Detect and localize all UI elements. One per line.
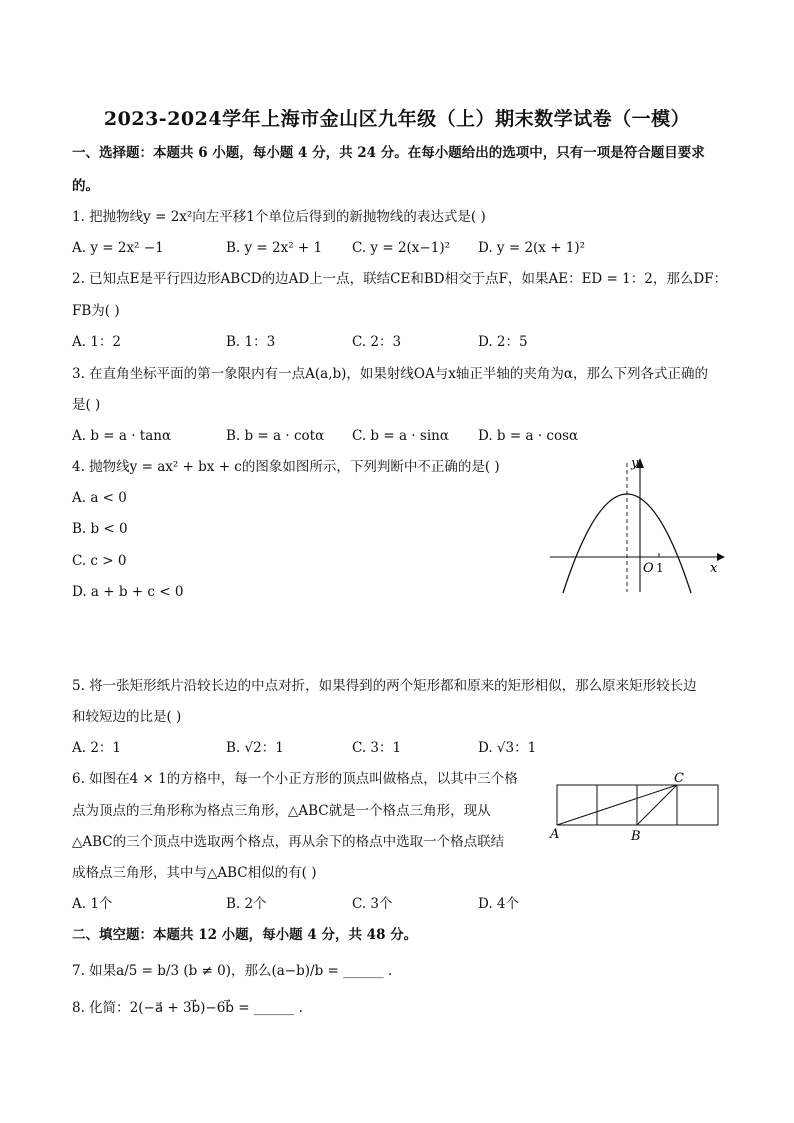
segment-bc (637, 785, 677, 825)
q1-option-a[interactable]: A. y = 2x² −1 (72, 240, 164, 256)
section1-heading-cont: 的。 (72, 178, 99, 194)
point-a-label: A (550, 827, 560, 842)
x-axis-label: x (710, 561, 718, 576)
section1-heading: 一、选择题：本题共 6 小题，每小题 4 分，共 24 分。在每小题给出的选项中，只有一项是符合题目要求 (72, 145, 705, 161)
q6-option-c[interactable]: C. 3个 (352, 896, 393, 912)
q4-option-a[interactable]: A. a < 0 (72, 490, 127, 506)
q4-parabola-graph (545, 455, 725, 595)
q6-stem-cont2: △ABC的三个顶点中选取两个格点，再从余下的格点中选取一个格点联结 (72, 834, 505, 850)
q6-option-b[interactable]: B. 2个 (226, 896, 267, 912)
x-one-label: 1 (656, 561, 664, 575)
origin-label: O (643, 561, 654, 576)
x-axis-arrow (717, 553, 725, 561)
q3-option-d[interactable]: D. b = a · cosα (478, 428, 579, 444)
q5-stem: 5. 将一张矩形纸片沿较长边的中点对折，如果得到的两个矩形都和原来的矩形相似，那么原来矩形较长边 (72, 678, 697, 694)
q3-option-c[interactable]: C. b = a · sinα (352, 428, 449, 444)
q1-option-c[interactable]: C. y = 2(x−1)² (352, 240, 451, 256)
q4-option-b[interactable]: B. b < 0 (72, 521, 128, 537)
page-title: 2023-2024学年上海市金山区九年级（上）期末数学试卷（一模） (103, 108, 691, 130)
q2-option-b[interactable]: B. 1：3 (226, 334, 276, 350)
q2-option-c[interactable]: C. 2：3 (352, 334, 402, 350)
q2-stem: 2. 已知点E是平行四边形ABCD的边AD上一点，联结CE和BD相交于点F，如果AE：ED = 1：2，那么DF： (72, 271, 728, 287)
q5-option-c[interactable]: C. 3：1 (352, 740, 402, 756)
q4-stem: 4. 抛物线y = ax² + bx + c的图象如图所示，下列判断中不正确的是( ) (72, 459, 500, 475)
q3-option-a[interactable]: A. b = a · tanα (72, 428, 172, 444)
q3-stem-cont: 是( ) (72, 397, 101, 413)
section2-heading: 二、填空题：本题共 12 小题，每小题 4 分，共 48 分。 (72, 927, 418, 943)
y-axis-label: y (631, 456, 639, 471)
q4-option-c[interactable]: C. c > 0 (72, 553, 127, 569)
q5-option-a[interactable]: A. 2：1 (72, 740, 122, 756)
q2-stem-cont: FB为( ) (72, 303, 120, 319)
q3-stem: 3. 在直角坐标平面的第一象限内有一点A(a,b)，如果射线OA与x轴正半轴的夹角为α，那么下列各式正确的 (72, 366, 708, 382)
q6-grid-figure (545, 770, 725, 846)
point-c-label: C (674, 771, 684, 786)
q6-stem-cont3: 成格点三角形，其中与△ABC相似的有( ) (72, 865, 317, 881)
q6-stem-cont1: 点为顶点的三角形称为格点三角形，△ABC就是一个格点三角形，现从 (72, 803, 491, 819)
q7-stem: 7. 如果a/5 = b/3 (b ≠ 0)，那么(a−b)/b = ______ . (72, 963, 393, 979)
q2-option-a[interactable]: A. 1：2 (72, 334, 122, 350)
q6-option-a[interactable]: A. 1个 (72, 896, 113, 912)
q1-stem: 1. 把抛物线y = 2x²向左平移1个单位后得到的新抛物线的表达式是( ) (72, 209, 486, 225)
q1-option-d[interactable]: D. y = 2(x + 1)² (478, 240, 586, 256)
q1-option-b[interactable]: B. y = 2x² + 1 (226, 240, 323, 256)
point-b-label: B (631, 829, 641, 844)
q5-stem-cont: 和较短边的比是( ) (72, 709, 182, 725)
q6-stem: 6. 如图在4 × 1的方格中，每一个小正方形的顶点叫做格点，以其中三个格 (72, 771, 518, 787)
segment-ac (557, 785, 677, 825)
q5-option-d[interactable]: D. √3：1 (478, 740, 537, 756)
q3-option-b[interactable]: B. b = a · cotα (226, 428, 325, 444)
q5-option-b[interactable]: B. √2：1 (226, 740, 284, 756)
q6-option-d[interactable]: D. 4个 (478, 896, 520, 912)
q8-stem: 8. 化简：2(−a⃗ + 3b⃗)−6b⃗ = ______ . (72, 1000, 303, 1016)
q4-option-d[interactable]: D. a + b + c < 0 (72, 584, 184, 600)
q2-option-d[interactable]: D. 2：5 (478, 334, 528, 350)
